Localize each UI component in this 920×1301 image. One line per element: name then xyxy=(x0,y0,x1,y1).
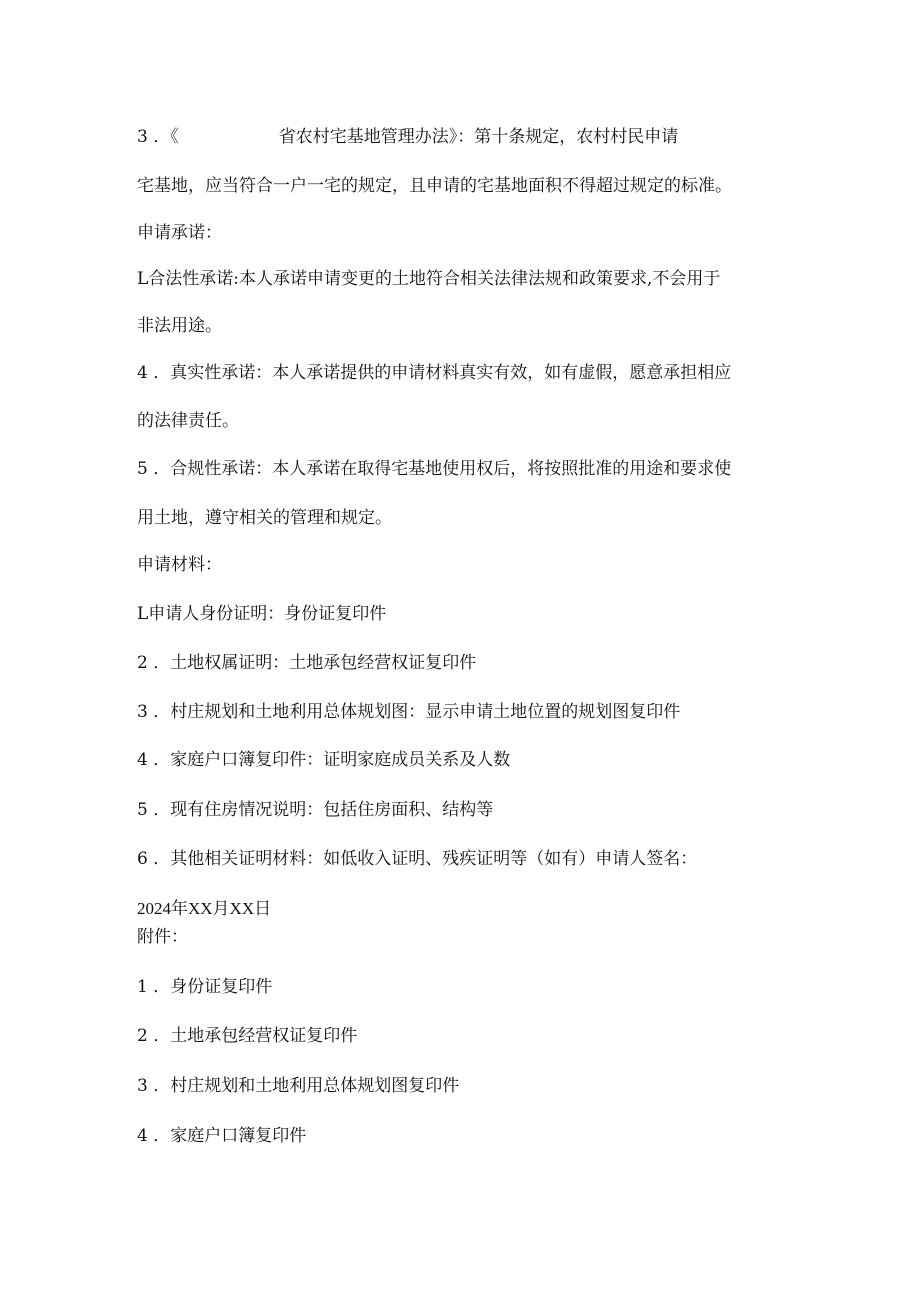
material-item-1: L申请人身份证明：身份证复印件 xyxy=(137,604,387,624)
attachment-item-3: 3 ．村庄规划和土地利用总体规划图复印件 xyxy=(137,1076,460,1096)
attachment-item-2: 2 ．土地承包经营权证复印件 xyxy=(137,1026,358,1046)
commitment-item-1-line-2: 非法用途。 xyxy=(137,316,222,336)
commitment-item-2-line-2: 的法律责任。 xyxy=(137,411,239,431)
commitment-item-3-line-2: 用土地，遵守相关的管理和规定。 xyxy=(137,508,392,528)
material-item-3: 3 ．村庄规划和土地利用总体规划图：显示申请土地位置的规划图复印件 xyxy=(137,702,681,722)
law-reference-continuation: 宅基地，应当符合一户一宅的规定，且申请的宅基地面积不得超过规定的标准。 xyxy=(137,176,732,196)
commitment-item-2-line-1: 4 ．真实性承诺：本人承诺提供的申请材料真实有效，如有虚假，愿意承担相应 xyxy=(137,363,732,383)
material-item-6: 6 ．其他相关证明材料：如低收入证明、残疾证明等（如有）申请人签名： xyxy=(137,849,698,869)
materials-heading: 申请材料： xyxy=(137,555,222,575)
material-item-5: 5 ．现有住房情况说明：包括住房面积、结构等 xyxy=(137,800,494,820)
attachment-item-1: 1 ．身份证复印件 xyxy=(137,977,273,997)
commitment-item-3-line-1: 5 ．合规性承诺：本人承诺在取得宅基地使用权后，将按照批准的用途和要求使 xyxy=(137,459,732,479)
commitments-heading: 申请承诺： xyxy=(137,223,222,243)
law-reference-name: 省农村宅基地管理办法》：第十条规定，农村村民申请 xyxy=(278,127,679,147)
law-reference-prefix: 3 ．《 xyxy=(137,127,179,147)
attachment-item-4: 4 ．家庭户口簿复印件 xyxy=(137,1126,307,1146)
signature-date: 2024年XX月XX日 xyxy=(137,899,272,918)
attachments-heading: 附件： xyxy=(137,927,188,947)
law-reference-line xyxy=(137,126,678,148)
material-item-4: 4 ．家庭户口簿复印件：证明家庭成员关系及人数 xyxy=(137,750,511,770)
material-item-2: 2 ．土地权属证明：土地承包经营权证复印件 xyxy=(137,653,477,673)
commitment-item-1-line-1: L合法性承诺:本人承诺申请变更的土地符合相关法律法规和政策要求,不会用于 xyxy=(137,269,721,289)
